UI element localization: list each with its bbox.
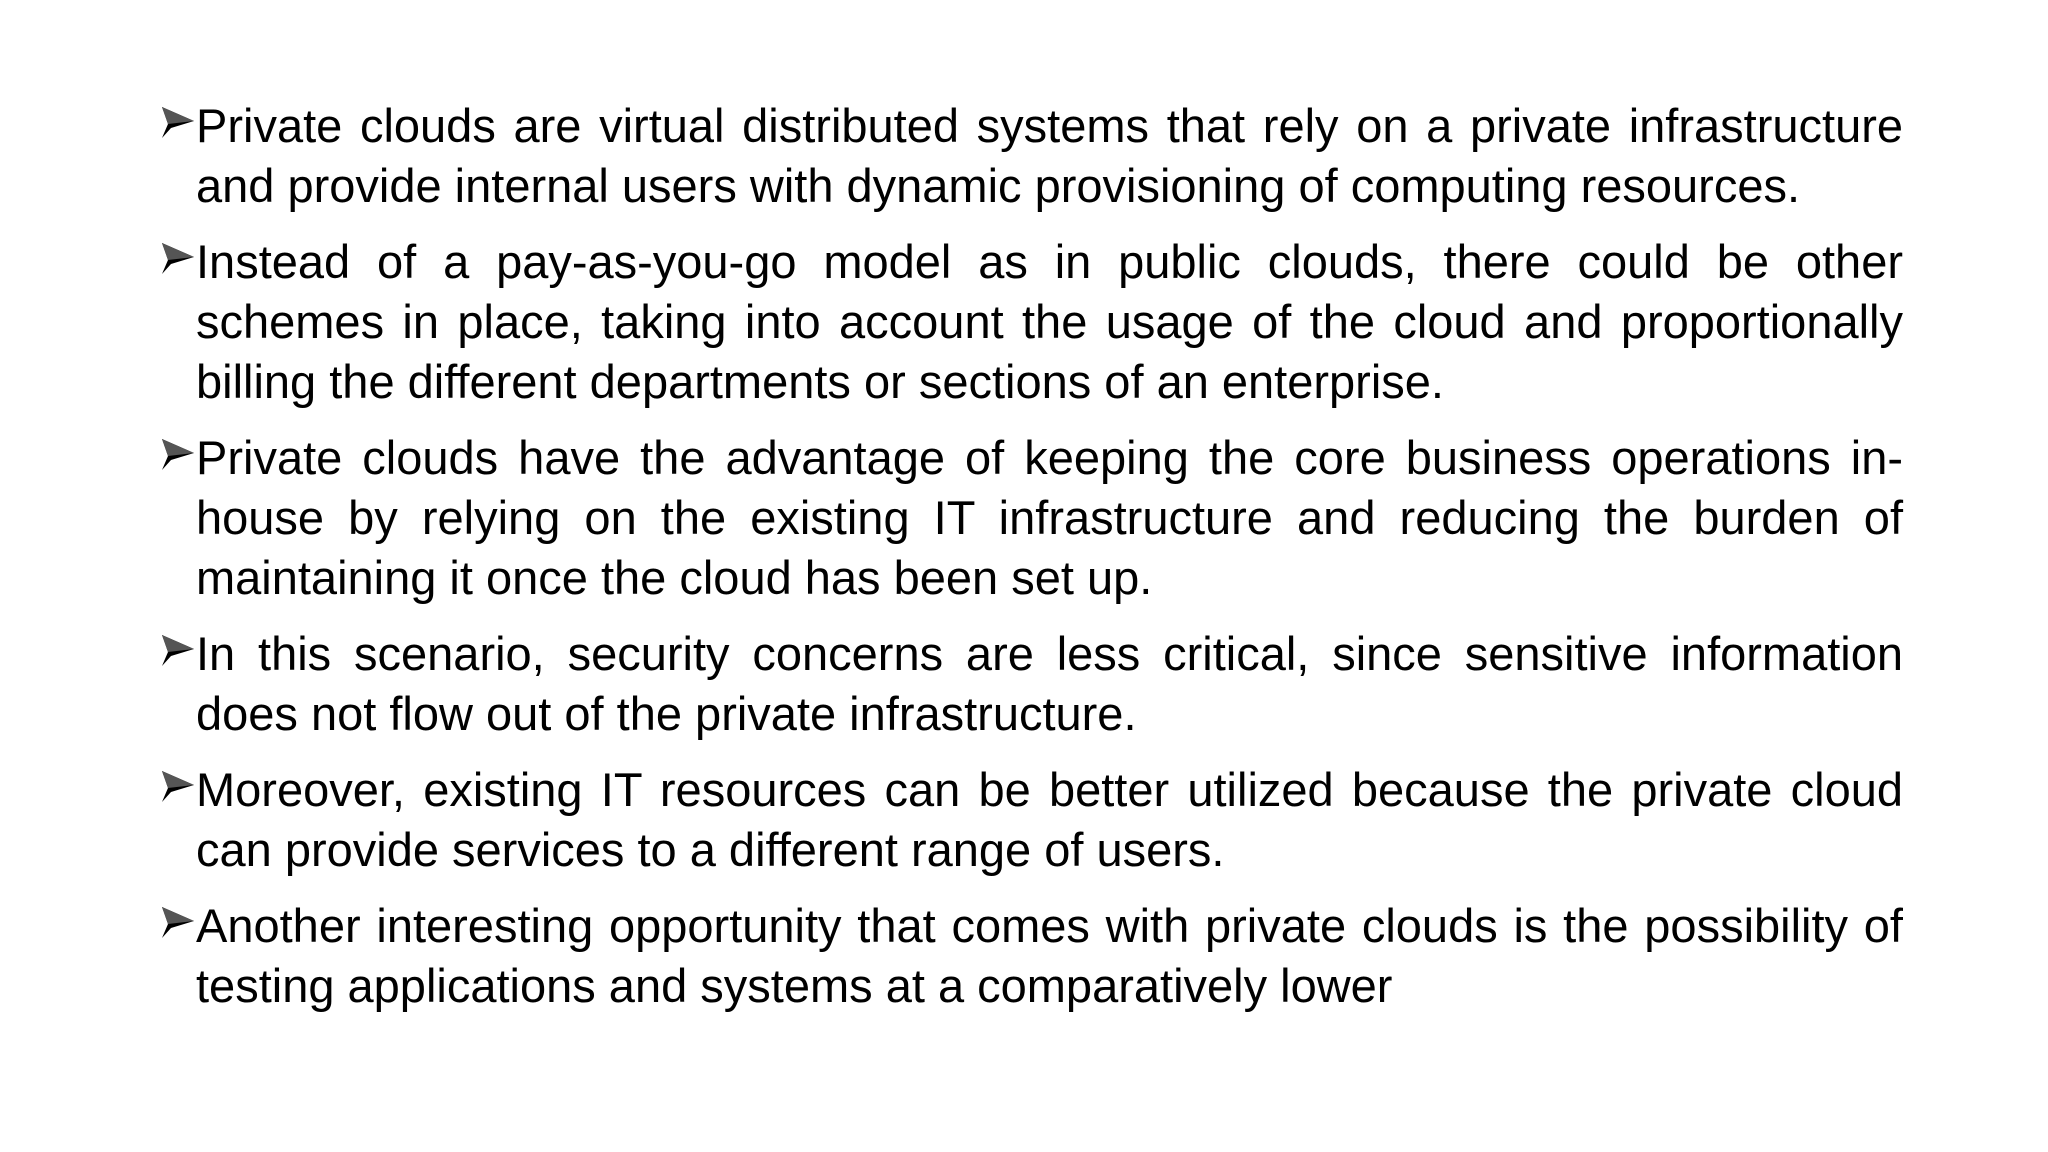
bullet-item [160,428,1903,608]
bullet-text: Instead of a pay-as-you-go model as in public clouds, there could be other schemes in place, taking into account the usage of the cloud and proportionally billing the different departments or sections of an enterprise. [196,235,1903,408]
bullet-list [160,96,1903,1032]
bullet-text: Another interesting opportunity that comes with private clouds is the possibility of testing applications and systems at a comparatively lower [196,899,1903,1012]
arrowhead-bullet-icon [160,436,196,472]
arrowhead-bullet-icon [160,632,196,668]
bullet-text: In this scenario, security concerns are less critical, since sensitive information does not flow out of the private infrastructure. [196,627,1903,740]
bullet-text: Private clouds have the advantage of keeping the core business operations in-house by relying on the existing IT infrastructure and reducing the burden of maintaining it once the cloud has been set up. [196,431,1903,604]
bullet-item [160,96,1903,216]
arrowhead-bullet-icon [160,240,196,276]
bullet-item [160,760,1903,880]
arrowhead-bullet-icon [160,104,196,140]
bullet-item [160,232,1903,412]
bullet-item [160,624,1903,744]
bullet-text: Private clouds are virtual distributed systems that rely on a private infrastructure and provide internal users with dynamic provisioning of computing resources. [196,99,1903,212]
arrowhead-bullet-icon [160,904,196,940]
bullet-text: Moreover, existing IT resources can be better utilized because the private cloud can provide services to a different range of users. [196,763,1903,876]
arrowhead-bullet-icon [160,768,196,804]
bullet-item [160,896,1903,1016]
